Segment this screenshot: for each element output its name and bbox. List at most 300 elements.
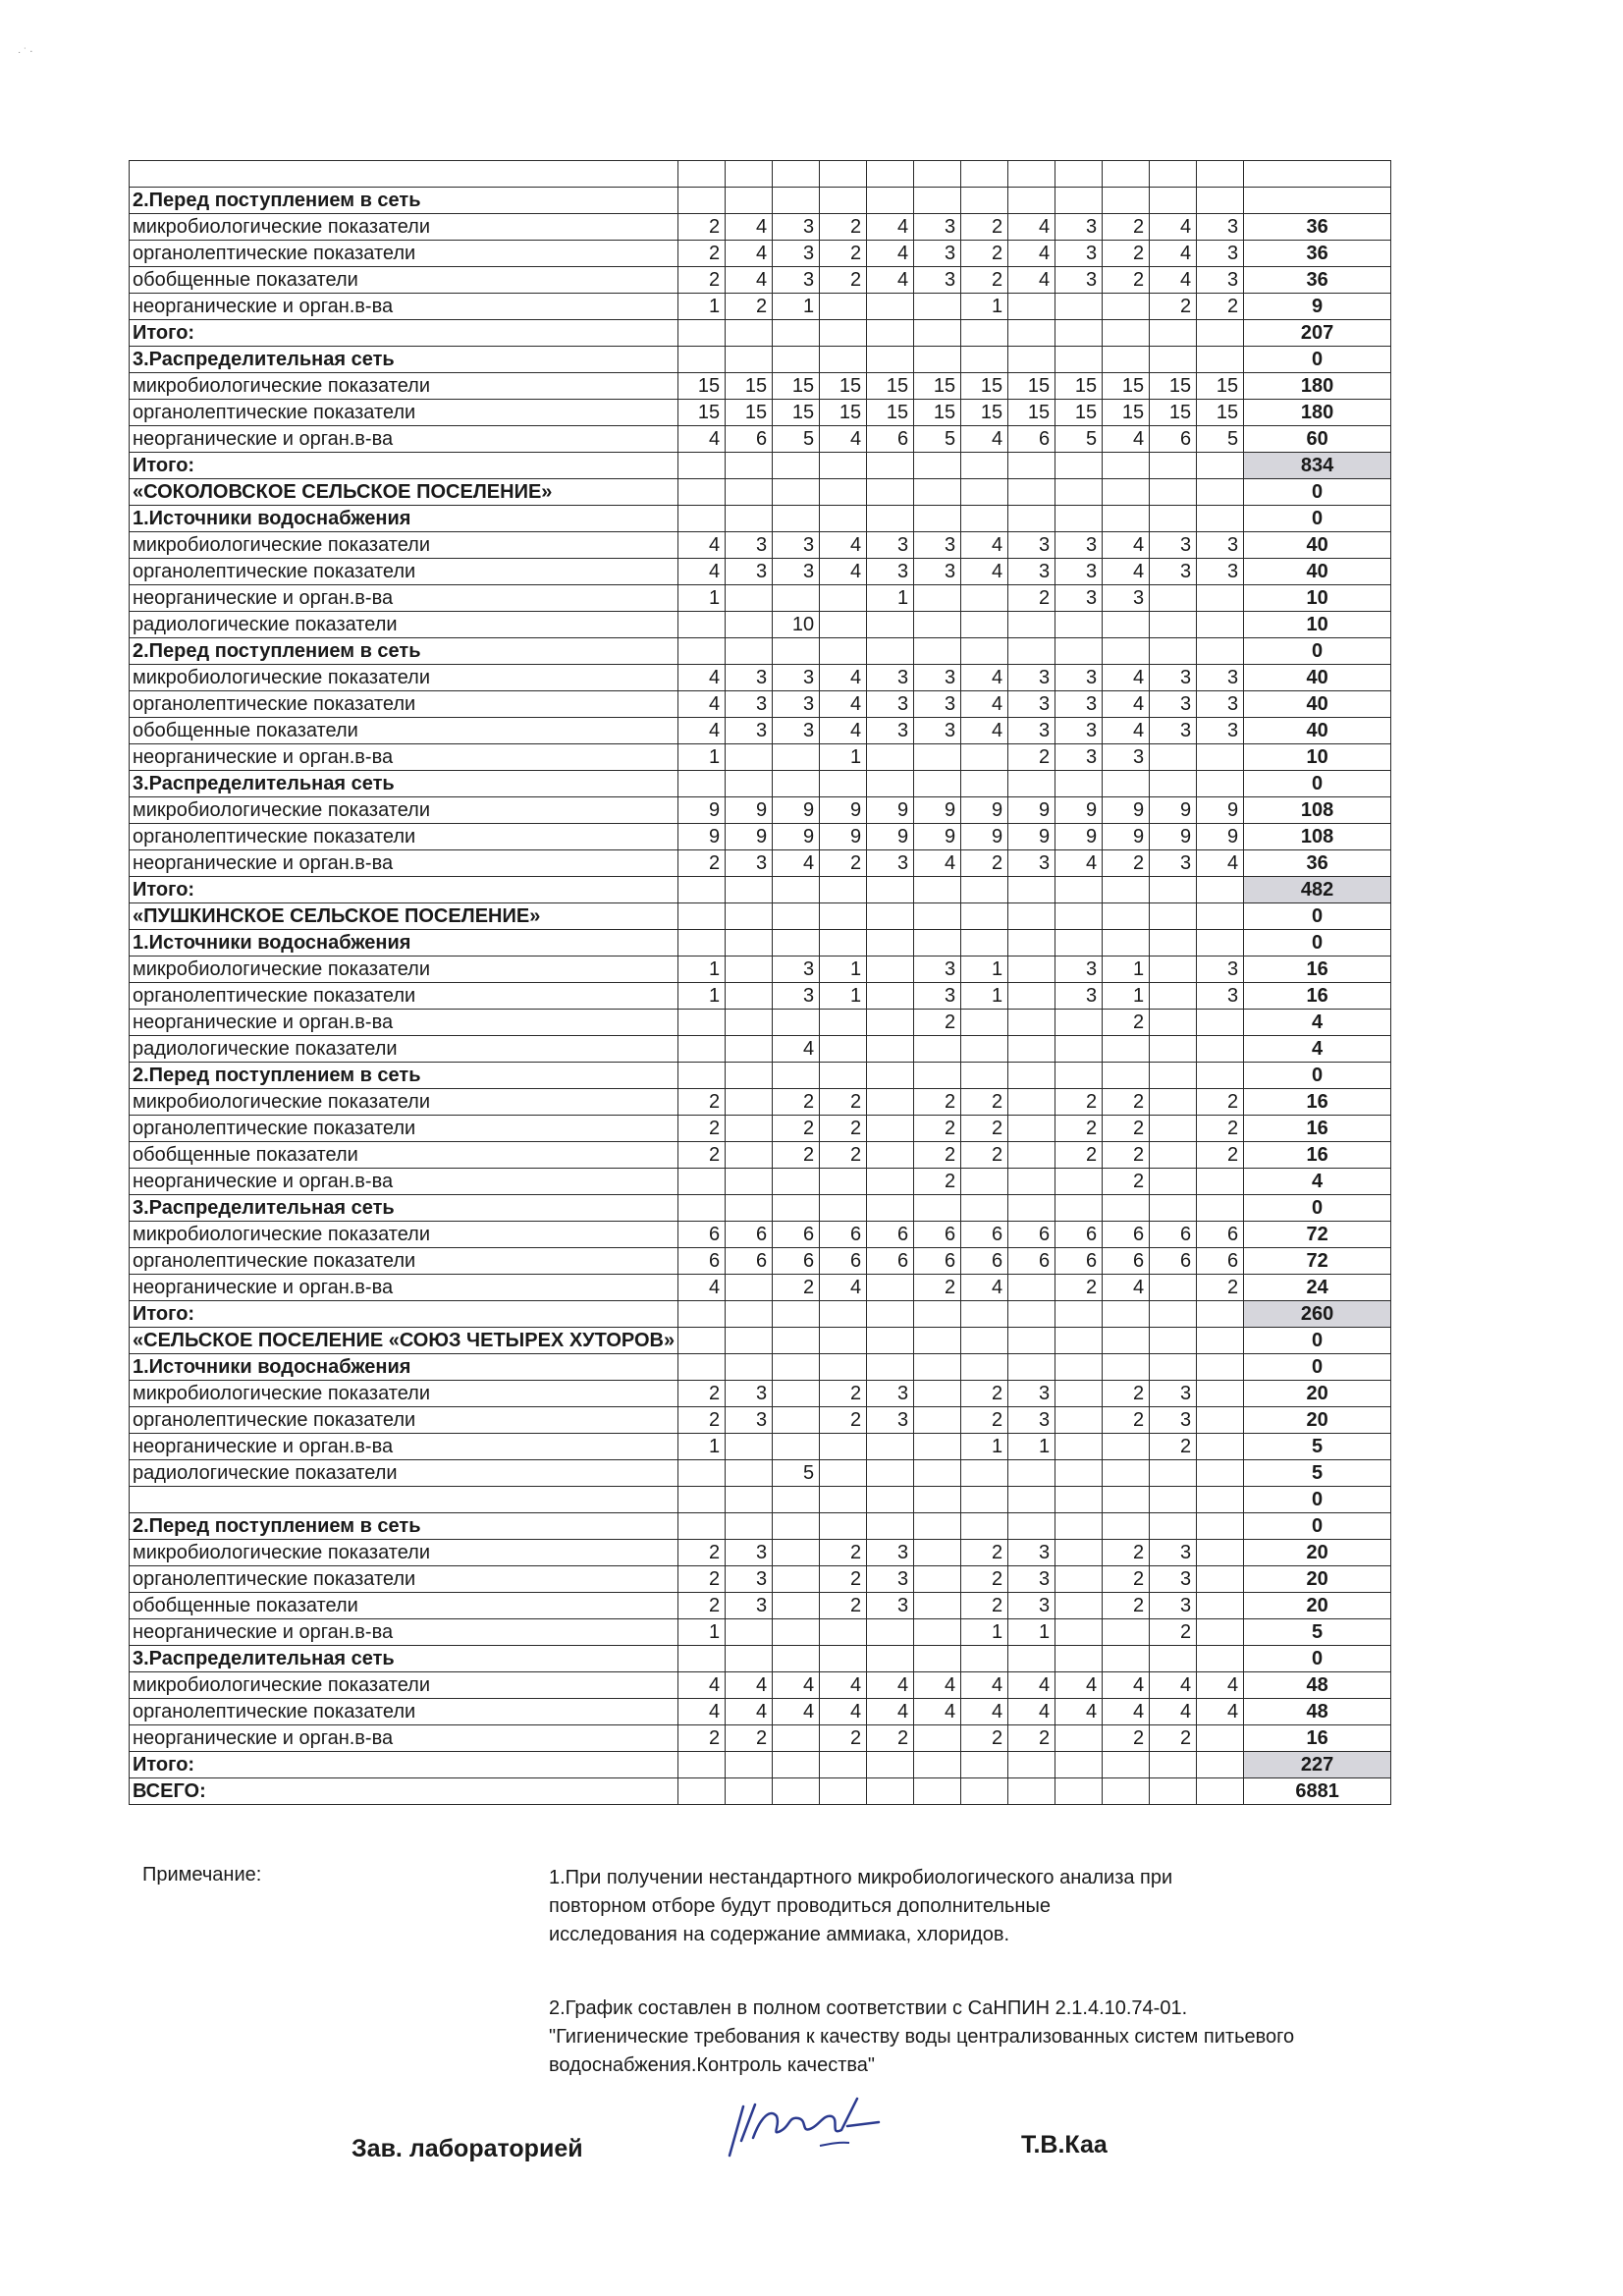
table-row [130, 1169, 1391, 1195]
month-cell [773, 1540, 820, 1566]
month-cell [1103, 1354, 1150, 1381]
month-cell [961, 1169, 1008, 1195]
month-cell: 2 [1150, 1434, 1197, 1460]
month-cell [726, 1354, 773, 1381]
month-cell: 3 [867, 1593, 914, 1619]
month-cell [914, 638, 961, 665]
month-cell: 15 [678, 400, 726, 426]
month-cell [1008, 1275, 1055, 1301]
month-cell [1197, 1434, 1244, 1460]
row-label: «ПУШКИНСКОЕ СЕЛЬСКОЕ ПОСЕЛЕНИЕ» [130, 903, 678, 930]
month-cell [914, 1593, 961, 1619]
month-cell [1008, 877, 1055, 903]
month-cell [773, 1646, 820, 1672]
month-cell [1008, 930, 1055, 957]
month-cell [1103, 1487, 1150, 1513]
month-cell [1150, 877, 1197, 903]
month-cell [1197, 1646, 1244, 1672]
month-cell: 2 [1008, 1725, 1055, 1752]
row-label: микробиологические показатели [130, 957, 678, 983]
month-cell: 15 [961, 373, 1008, 400]
row-label: неорганические и орган.в-ва [130, 850, 678, 877]
month-cell [1055, 188, 1103, 214]
month-cell [1197, 1328, 1244, 1354]
month-cell: 3 [1150, 1566, 1197, 1593]
row-total: 0 [1244, 1646, 1391, 1672]
month-cell: 4 [867, 1699, 914, 1725]
month-cell [726, 161, 773, 188]
month-cell: 9 [820, 797, 867, 824]
month-cell [1150, 1275, 1197, 1301]
month-cell: 4 [726, 267, 773, 294]
month-cell [1008, 1142, 1055, 1169]
month-cell: 4 [1150, 1699, 1197, 1725]
row-label [130, 161, 678, 188]
month-cell: 4 [961, 426, 1008, 453]
month-cell: 3 [726, 1381, 773, 1407]
month-cell [1008, 1089, 1055, 1116]
month-cell [1008, 1778, 1055, 1805]
month-cell: 3 [1103, 744, 1150, 771]
month-cell: 2 [1055, 1275, 1103, 1301]
month-cell: 4 [867, 267, 914, 294]
row-total: 16 [1244, 1116, 1391, 1142]
month-cell: 2 [820, 850, 867, 877]
month-cell [773, 1487, 820, 1513]
month-cell [820, 1646, 867, 1672]
month-cell [914, 1646, 961, 1672]
month-cell: 4 [1103, 1275, 1150, 1301]
month-cell: 3 [1055, 718, 1103, 744]
month-cell [726, 983, 773, 1010]
month-cell [1197, 1063, 1244, 1089]
month-cell: 2 [961, 1142, 1008, 1169]
table-row [130, 718, 1391, 744]
month-cell: 3 [1055, 267, 1103, 294]
month-cell [726, 506, 773, 532]
month-cell: 3 [1055, 983, 1103, 1010]
month-cell: 4 [914, 1672, 961, 1699]
month-cell: 6 [820, 1248, 867, 1275]
row-total: 10 [1244, 612, 1391, 638]
month-cell: 15 [726, 400, 773, 426]
month-cell: 2 [1103, 1142, 1150, 1169]
month-cell [820, 453, 867, 479]
month-cell [820, 877, 867, 903]
month-cell [1008, 294, 1055, 320]
month-cell: 4 [678, 426, 726, 453]
month-cell [1008, 1036, 1055, 1063]
month-cell: 2 [1103, 1169, 1150, 1195]
table-row [130, 1089, 1391, 1116]
month-cell [914, 1752, 961, 1778]
table-row [130, 850, 1391, 877]
month-cell: 2 [820, 1593, 867, 1619]
month-cell [867, 1460, 914, 1487]
table-row [130, 957, 1391, 983]
month-cell [773, 1434, 820, 1460]
table-row [130, 241, 1391, 267]
month-cell [961, 1010, 1008, 1036]
month-cell: 4 [1103, 1672, 1150, 1699]
month-cell: 15 [1197, 400, 1244, 426]
month-cell [914, 1487, 961, 1513]
month-cell [867, 1169, 914, 1195]
row-label: «СЕЛЬСКОЕ ПОСЕЛЕНИЕ «СОЮЗ ЧЕТЫРЕХ ХУТОРОВ» [130, 1328, 678, 1354]
month-cell [820, 930, 867, 957]
month-cell [914, 1328, 961, 1354]
month-cell [773, 347, 820, 373]
month-cell [1197, 1725, 1244, 1752]
month-cell [867, 1487, 914, 1513]
month-cell [820, 294, 867, 320]
month-cell: 3 [1150, 718, 1197, 744]
month-cell [1150, 320, 1197, 347]
month-cell [1055, 1381, 1103, 1407]
month-cell [1055, 1010, 1103, 1036]
month-cell: 3 [1055, 957, 1103, 983]
month-cell: 2 [773, 1116, 820, 1142]
row-label: микробиологические показатели [130, 1222, 678, 1248]
table-section-row [130, 877, 1391, 903]
row-label: 2.Перед поступлением в сеть [130, 1063, 678, 1089]
month-cell: 3 [914, 691, 961, 718]
table-row [130, 824, 1391, 850]
month-cell [1150, 161, 1197, 188]
month-cell [1197, 638, 1244, 665]
month-cell [914, 1063, 961, 1089]
month-cell [1103, 1036, 1150, 1063]
table-section-row [130, 771, 1391, 797]
month-cell [773, 1328, 820, 1354]
table-row [130, 691, 1391, 718]
month-cell: 4 [678, 559, 726, 585]
row-total: 180 [1244, 400, 1391, 426]
month-cell: 2 [1103, 1540, 1150, 1566]
month-cell [820, 188, 867, 214]
month-cell: 9 [1008, 824, 1055, 850]
month-cell: 15 [914, 400, 961, 426]
month-cell [820, 1778, 867, 1805]
month-cell [678, 771, 726, 797]
row-label: органолептические показатели [130, 241, 678, 267]
row-label: радиологические показатели [130, 1036, 678, 1063]
month-cell [867, 1142, 914, 1169]
row-total: 36 [1244, 267, 1391, 294]
month-cell [914, 1434, 961, 1460]
month-cell [820, 479, 867, 506]
month-cell [678, 638, 726, 665]
month-cell: 3 [1150, 1593, 1197, 1619]
month-cell [914, 479, 961, 506]
month-cell: 15 [726, 373, 773, 400]
month-cell [1197, 930, 1244, 957]
month-cell: 3 [914, 214, 961, 241]
month-cell [726, 188, 773, 214]
month-cell: 2 [1103, 1010, 1150, 1036]
row-total: 0 [1244, 1513, 1391, 1540]
month-cell [773, 320, 820, 347]
month-cell [867, 188, 914, 214]
month-cell: 3 [1055, 744, 1103, 771]
month-cell: 2 [1103, 1566, 1150, 1593]
month-cell [1150, 453, 1197, 479]
month-cell [1150, 1646, 1197, 1672]
month-cell: 4 [914, 1699, 961, 1725]
row-label: неорганические и орган.в-ва [130, 1010, 678, 1036]
month-cell: 2 [961, 1540, 1008, 1566]
row-label [130, 1487, 678, 1513]
month-cell: 2 [678, 1725, 726, 1752]
table-row [130, 1248, 1391, 1275]
month-cell: 1 [678, 744, 726, 771]
month-cell: 2 [773, 1089, 820, 1116]
month-cell: 6 [820, 1222, 867, 1248]
month-cell [726, 1142, 773, 1169]
month-cell [914, 1566, 961, 1593]
month-cell: 3 [867, 665, 914, 691]
month-cell [1150, 771, 1197, 797]
month-cell: 3 [914, 718, 961, 744]
month-cell [961, 1036, 1008, 1063]
table-row [130, 1725, 1391, 1752]
month-cell [820, 1619, 867, 1646]
month-cell [1103, 320, 1150, 347]
table-section-row [130, 347, 1391, 373]
row-total: 0 [1244, 930, 1391, 957]
month-cell [820, 1354, 867, 1381]
row-total: 48 [1244, 1699, 1391, 1725]
month-cell: 2 [1008, 585, 1055, 612]
month-cell [726, 1460, 773, 1487]
table-section-row [130, 1354, 1391, 1381]
month-cell [1055, 1646, 1103, 1672]
month-cell [678, 320, 726, 347]
month-cell: 2 [914, 1169, 961, 1195]
month-cell: 9 [1103, 797, 1150, 824]
month-cell [914, 453, 961, 479]
table-section-row [130, 1195, 1391, 1222]
month-cell: 5 [914, 426, 961, 453]
month-cell [867, 1010, 914, 1036]
month-cell: 2 [773, 1275, 820, 1301]
month-cell [773, 638, 820, 665]
month-cell: 15 [1103, 373, 1150, 400]
month-cell: 2 [1103, 850, 1150, 877]
month-cell: 3 [867, 1566, 914, 1593]
month-cell [1008, 479, 1055, 506]
month-cell [773, 506, 820, 532]
month-cell [726, 1036, 773, 1063]
month-cell: 6 [1150, 1248, 1197, 1275]
month-cell: 3 [1055, 241, 1103, 267]
row-total: 16 [1244, 957, 1391, 983]
month-cell [820, 320, 867, 347]
month-cell: 9 [820, 824, 867, 850]
month-cell: 1 [678, 1434, 726, 1460]
row-total: 20 [1244, 1381, 1391, 1407]
month-cell [1150, 347, 1197, 373]
table-section-row [130, 1646, 1391, 1672]
month-cell [1008, 1328, 1055, 1354]
table-row [130, 1619, 1391, 1646]
month-cell [1197, 1169, 1244, 1195]
month-cell: 15 [867, 400, 914, 426]
month-cell: 4 [1150, 267, 1197, 294]
row-label: органолептические показатели [130, 983, 678, 1010]
month-cell [1150, 638, 1197, 665]
month-cell: 2 [678, 1142, 726, 1169]
month-cell: 2 [914, 1089, 961, 1116]
month-cell [1197, 1407, 1244, 1434]
table-section-row [130, 930, 1391, 957]
month-cell [820, 612, 867, 638]
month-cell [726, 1328, 773, 1354]
row-total: 48 [1244, 1672, 1391, 1699]
month-cell [961, 1513, 1008, 1540]
month-cell: 3 [726, 1407, 773, 1434]
month-cell [1150, 930, 1197, 957]
month-cell: 4 [1103, 532, 1150, 559]
month-cell [1103, 1195, 1150, 1222]
table-row [130, 294, 1391, 320]
month-cell [1055, 1752, 1103, 1778]
month-cell [820, 347, 867, 373]
row-total: 4 [1244, 1169, 1391, 1195]
month-cell: 4 [961, 559, 1008, 585]
month-cell: 1 [820, 957, 867, 983]
month-cell [726, 1434, 773, 1460]
month-cell [1055, 1725, 1103, 1752]
month-cell [726, 1752, 773, 1778]
month-cell [1008, 638, 1055, 665]
month-cell [726, 612, 773, 638]
month-cell: 6 [773, 1222, 820, 1248]
month-cell [961, 453, 1008, 479]
row-label: обобщенные показатели [130, 267, 678, 294]
month-cell: 6 [914, 1248, 961, 1275]
row-label: органолептические показатели [130, 824, 678, 850]
month-cell [867, 479, 914, 506]
month-cell [1197, 506, 1244, 532]
month-cell: 3 [726, 532, 773, 559]
month-cell [961, 1354, 1008, 1381]
month-cell [867, 612, 914, 638]
month-cell: 4 [773, 1672, 820, 1699]
month-cell [820, 1434, 867, 1460]
month-cell [773, 1407, 820, 1434]
month-cell: 9 [1197, 797, 1244, 824]
row-label: Итого: [130, 877, 678, 903]
month-cell [1055, 930, 1103, 957]
month-cell [1055, 1328, 1103, 1354]
row-label: органолептические показатели [130, 1407, 678, 1434]
month-cell [820, 771, 867, 797]
month-cell [867, 1619, 914, 1646]
row-total: 72 [1244, 1222, 1391, 1248]
month-cell: 9 [1008, 797, 1055, 824]
table-row [130, 373, 1391, 400]
month-cell [773, 479, 820, 506]
month-cell: 2 [914, 1275, 961, 1301]
month-cell [867, 744, 914, 771]
month-cell [914, 294, 961, 320]
month-cell [914, 188, 961, 214]
month-cell: 9 [914, 824, 961, 850]
month-cell [773, 1619, 820, 1646]
month-cell: 2 [820, 1381, 867, 1407]
month-cell: 3 [867, 718, 914, 744]
month-cell [867, 1089, 914, 1116]
month-cell [678, 612, 726, 638]
row-total: 0 [1244, 638, 1391, 665]
month-cell: 2 [961, 267, 1008, 294]
table-row [130, 1036, 1391, 1063]
month-cell [914, 744, 961, 771]
month-cell [678, 877, 726, 903]
table-section-row [130, 1063, 1391, 1089]
month-cell [1197, 1195, 1244, 1222]
month-cell: 1 [820, 983, 867, 1010]
month-cell [1150, 188, 1197, 214]
row-total: 180 [1244, 373, 1391, 400]
month-cell [1008, 771, 1055, 797]
month-cell: 6 [1150, 1222, 1197, 1248]
month-cell [1008, 1195, 1055, 1222]
row-label: «СОКОЛОВСКОЕ СЕЛЬСКОЕ ПОСЕЛЕНИЕ» [130, 479, 678, 506]
month-cell: 4 [961, 1672, 1008, 1699]
month-cell: 2 [773, 1142, 820, 1169]
month-cell: 4 [1055, 1672, 1103, 1699]
month-cell [1055, 1566, 1103, 1593]
month-cell: 3 [773, 532, 820, 559]
month-cell [678, 1328, 726, 1354]
month-cell [726, 1646, 773, 1672]
month-cell [867, 771, 914, 797]
month-cell: 10 [773, 612, 820, 638]
month-cell: 4 [678, 665, 726, 691]
month-cell [773, 188, 820, 214]
note-label: Примечание: [142, 1864, 262, 1886]
month-cell: 3 [1197, 983, 1244, 1010]
row-label: Итого: [130, 320, 678, 347]
note-2: 2.График составлен в полном соответствии с СаНПИН 2.1.4.10.74-01. "Гигиенические требования к качеству воды централизованных систем питьевого водоснабжения.Контроль качества" [549, 1997, 1295, 2076]
month-cell [1008, 347, 1055, 373]
month-cell [1103, 1301, 1150, 1328]
row-label: 2.Перед поступлением в сеть [130, 1513, 678, 1540]
month-cell: 1 [961, 957, 1008, 983]
table-row [130, 983, 1391, 1010]
month-cell [678, 1354, 726, 1381]
month-cell [678, 1195, 726, 1222]
month-cell: 3 [726, 718, 773, 744]
month-cell: 1 [1103, 983, 1150, 1010]
month-cell [726, 585, 773, 612]
month-cell: 3 [1197, 559, 1244, 585]
month-cell: 4 [1197, 850, 1244, 877]
month-cell [726, 347, 773, 373]
month-cell: 2 [1103, 1089, 1150, 1116]
row-total: 108 [1244, 824, 1391, 850]
month-cell: 15 [1150, 400, 1197, 426]
row-label: обобщенные показатели [130, 718, 678, 744]
month-cell [867, 1036, 914, 1063]
month-cell [1008, 957, 1055, 983]
month-cell [1197, 161, 1244, 188]
table-row [130, 1672, 1391, 1699]
month-cell [1150, 1089, 1197, 1116]
month-cell [867, 1328, 914, 1354]
